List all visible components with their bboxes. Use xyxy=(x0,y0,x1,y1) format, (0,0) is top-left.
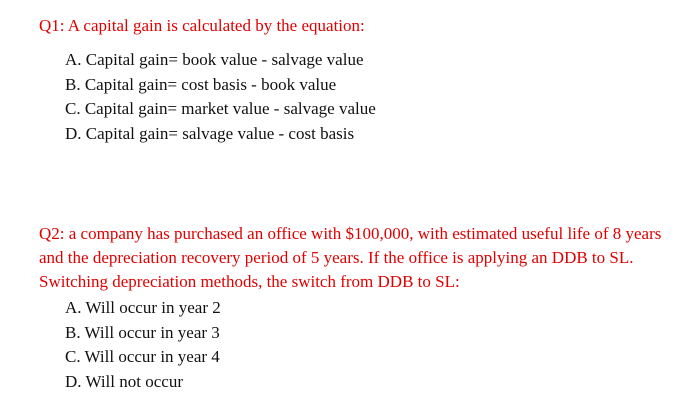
question-1-option-c: C. Capital gain= market value - salvage value xyxy=(65,99,376,118)
question-1-option-d: D. Capital gain= salvage value - cost basis xyxy=(65,123,355,143)
question-1-text: Q1: A capital gain is calculated by the equation: xyxy=(39,16,365,35)
question-2-options xyxy=(65,296,221,394)
question-2-option-a: A. Will occur in year 2 xyxy=(65,298,221,317)
question-2-option-d: D. Will not occur xyxy=(65,371,183,391)
question-2-option-b: B. Will occur in year 3 xyxy=(65,322,220,342)
question-2-text: Q2: a company has purchased an office with $100,000, with estimated useful life of 8 years and the depreciation recovery period of 5 years. If the office is applying an DDB to SL. Switching depreciation methods, the switch from DDB to SL: xyxy=(39,224,662,291)
question-1-option-a: A. Capital gain= book value - salvage value xyxy=(65,50,364,69)
question-1-option-b: B. Capital gain= cost basis - book value xyxy=(65,74,337,94)
question-2-option-c: C. Will occur in year 4 xyxy=(65,347,220,366)
question-1-options xyxy=(65,48,376,146)
